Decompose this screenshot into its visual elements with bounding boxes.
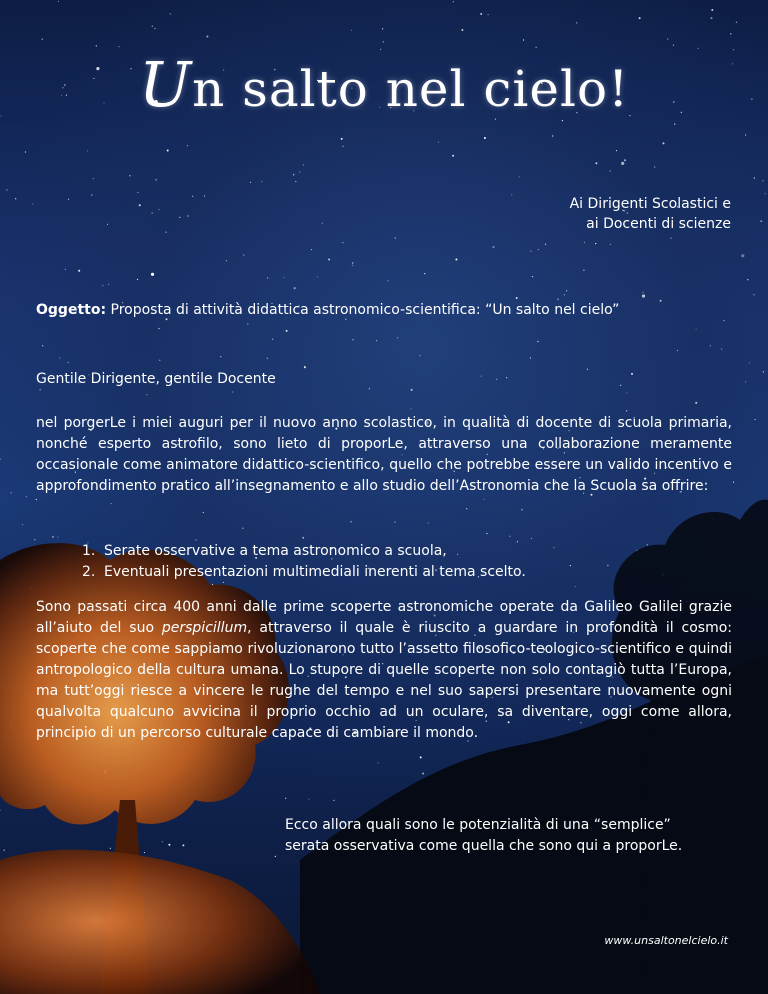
closing-block (285, 815, 682, 857)
page-title (0, 48, 768, 121)
closing-line-2: serata osservativa come quella che sono qui a proporLe. (285, 838, 683, 854)
title-first-letter: U (138, 48, 193, 121)
list-item-number: 2. (82, 564, 96, 580)
history-text-end: , attraverso il quale è riuscito a guardare in profondità il cosmo: scoperte che come sappiamo rivoluzionarono tutto l’assetto filosofico-teologico-scientifico e quindi antropologico della cultura umana. Lo stupore di quelle scoperte non solo contagiò tutta l’Europa, ma tutt’oggi riesce a vincere le rughe del tempo e nel suo sapersi presentare nuovamente ogni qualvolta qualcuno avvicina il proprio occhio ad un oculare, sa diventare, oggi come allora, principio di un percorso culturale capace di cambiare il mondo. (36, 620, 732, 741)
title-rest: n salto nel cielo! (192, 60, 630, 118)
salutation: Gentile Dirigente, gentile Docente (36, 371, 276, 387)
closing-line-1: Ecco allora quali sono le potenzialità di una “semplice” (285, 817, 671, 833)
proposal-list (82, 541, 526, 583)
list-item-number: 1. (82, 543, 96, 559)
recipients-line-2: ai Docenti di scienze (586, 216, 731, 232)
list-item-text: Serate osservative a tema astronomico a scuola, (104, 543, 447, 559)
history-paragraph (36, 597, 732, 744)
glowing-ground (0, 850, 320, 994)
list-item-text: Eventuali presentazioni multimediali inerenti al tema scelto. (104, 564, 526, 580)
history-text-start: Sono passati circa 400 anni dalle prime scoperte astronomiche operate da Galileo Galilei grazie all’aiuto del suo (36, 599, 732, 636)
recipients-block (570, 194, 731, 234)
subject-text: Proposta di attività didattica astronomico-scientifica: “Un salto nel cielo” (106, 302, 620, 318)
recipients-line-1: Ai Dirigenti Scolastici e (569, 196, 731, 212)
intro-paragraph: nel porgerLe i miei auguri per il nuovo anno scolastico, in qualità di docente di scuola primaria, nonché esperto astrofilo, sono lieto di proporLe, attraverso una collaborazione meramente occasionale come animatore didattico-scientifico, quello che potrebbe essere un valido incentivo e approfondimento pratico all’insegnamento e allo studio dell’Astronomia che la Scuola sa offrire: (36, 415, 732, 494)
website-link[interactable]: www.unsaltonelcielo.it (604, 934, 728, 947)
list-item (82, 562, 526, 583)
subject-label: Oggetto: (36, 302, 107, 318)
list-item (82, 541, 526, 562)
perspicillum-term: perspicillum (161, 620, 248, 636)
subject-line (36, 302, 619, 318)
